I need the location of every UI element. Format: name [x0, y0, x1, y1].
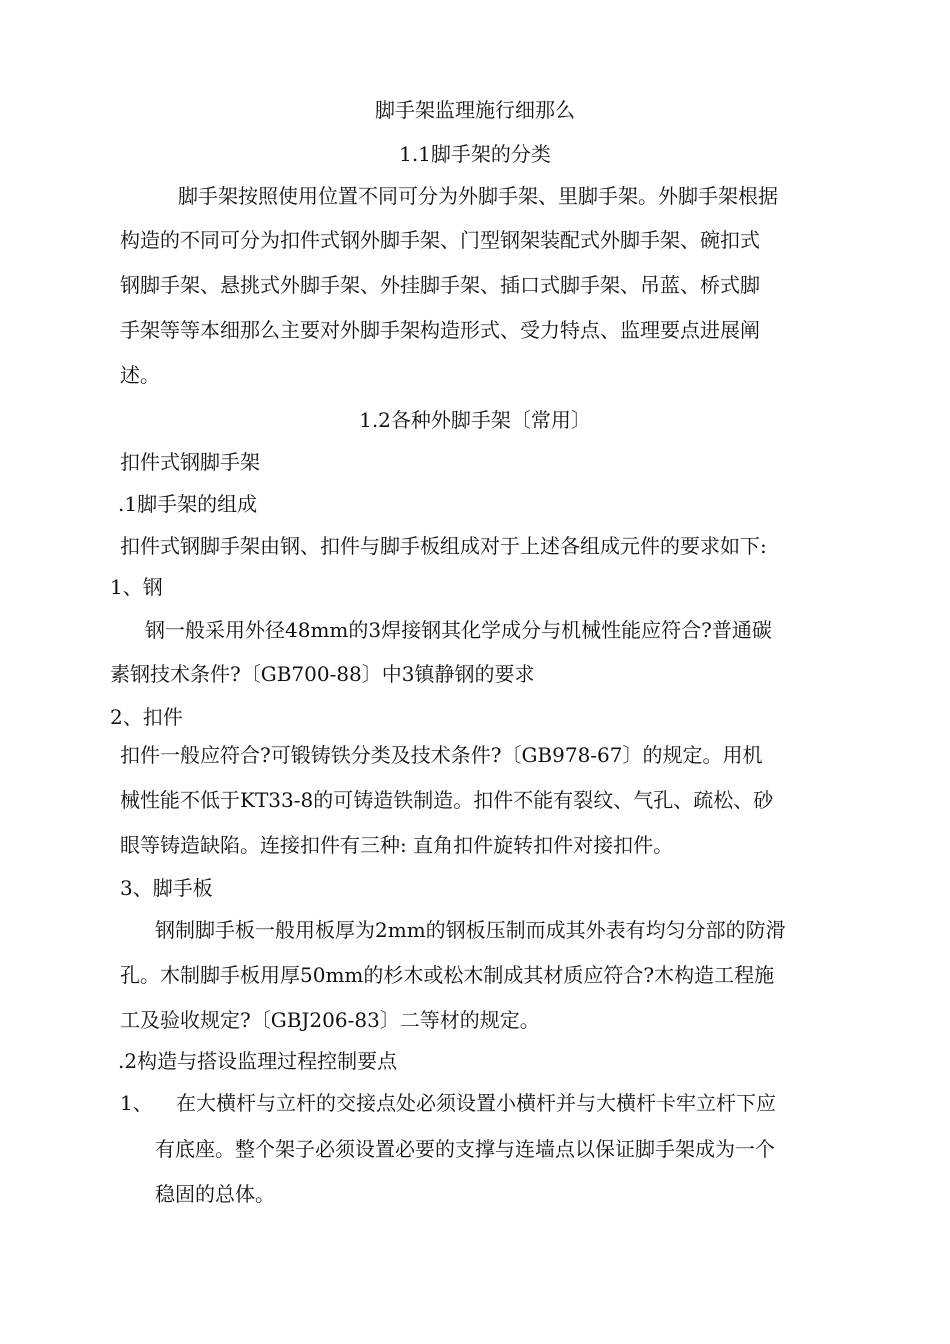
item-text-line: 工及验收规定?〔GBJ206-83〕二等材的规定。 — [120, 1008, 540, 1032]
item-text-line: 眼等铸造缺陷。连接扣件有三种: 直角扣件旋转扣件对接扣件。 — [120, 833, 674, 857]
point-text-line: 有底座。整个架子必须设置必要的支撑与连墙点以保证脚手架成为一个 — [155, 1137, 775, 1161]
subsection-heading: .2构造与搭设监理过程控制要点 — [118, 1049, 398, 1073]
item-text-line: 扣件一般应符合?可锻铸铁分类及技术条件?〔GB978-67〕的规定。用机 — [120, 743, 763, 767]
section-heading-1-1: 1.1脚手架的分类 — [399, 142, 551, 166]
document-title: 脚手架监理施行细那么 — [375, 98, 575, 122]
item-label: 2、扣件 — [110, 705, 183, 729]
point-number: 1、 — [120, 1091, 153, 1115]
item-text-line: 钢一般采用外径48mm的3焊接钢其化学成分与机械性能应符合?普通碳 — [145, 618, 772, 642]
item-label: 1、钢 — [110, 575, 163, 599]
item-text-line: 钢制脚手板一般用板厚为2mm的钢板压制而成其外表有均匀分部的防滑 — [155, 918, 786, 942]
section-heading-1-2: 1.2各种外脚手架〔常用〕 — [359, 408, 591, 432]
item-label: 3、脚手板 — [120, 876, 213, 900]
point-text-line: 稳固的总体。 — [155, 1182, 275, 1206]
item-text-line: 械性能不低于KT33-8的可铸造铁制造。扣件不能有裂纹、气孔、疏松、砂 — [120, 788, 774, 812]
intro-text: 扣件式钢脚手架由钢、扣件与脚手板组成对于上述各组成元件的要求如下: — [120, 534, 767, 558]
paragraph-line: 手架等等本细那么主要对外脚手架构造形式、受力特点、监理要点进展阐 — [120, 318, 760, 342]
paragraph-line: 钢脚手架、悬挑式外脚手架、外挂脚手架、插口式脚手架、吊蓝、桥式脚 — [120, 273, 760, 297]
subsection-title: 扣件式钢脚手架 — [120, 450, 260, 474]
paragraph-line: 构造的不同可分为扣件式钢外脚手架、门型钢架装配式外脚手架、碗扣式 — [120, 228, 760, 252]
subsection-heading: .1脚手架的组成 — [118, 492, 258, 516]
paragraph-line: 述。 — [120, 363, 160, 387]
point-text-line: 在大横杆与立杆的交接点处必须设置小横杆并与大横杆卡牢立杆下应 — [176, 1091, 776, 1115]
paragraph-line: 脚手架按照使用位置不同可分为外脚手架、里脚手架。外脚手架根据 — [178, 184, 778, 208]
item-text-line: 素钢技术条件?〔GB700-88〕中3镇静钢的要求 — [110, 662, 535, 686]
item-text-line: 孔。木制脚手板用厚50mm的杉木或松木制成其材质应符合?木构造工程施 — [120, 963, 775, 987]
